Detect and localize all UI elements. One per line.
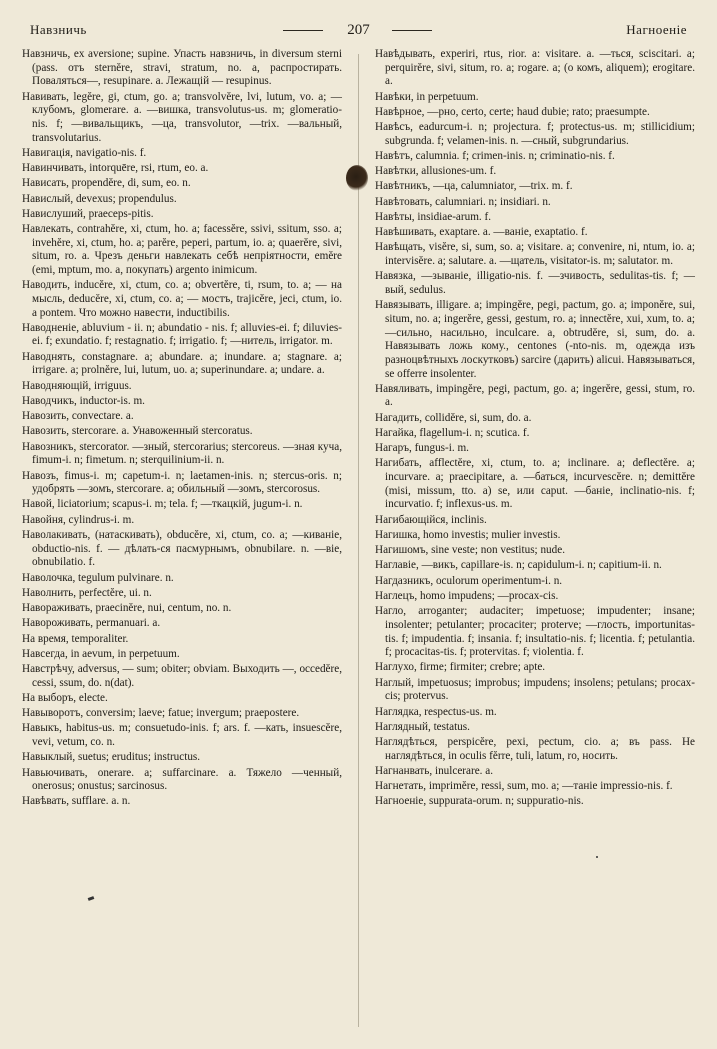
dictionary-entry: Нагноеніе, suppurata-orum. n; suppuratio-nis.: [375, 795, 584, 808]
header-left-word: Навзничь: [30, 22, 87, 37]
dictionary-entry: Навѣрное, —рно, certo, certe; haud dubie; rato; praesumpte.: [375, 105, 650, 118]
header-rule-left: [283, 30, 323, 31]
right-column: [375, 48, 695, 1039]
dictionary-entry: Навѣсъ, eadurcum-i. n; projectura. f; protectus-us. m; stillicidium; subgrunda. f; velamen-inis. n. —сный, subgrundarius.: [375, 121, 695, 147]
dictionary-entry: Наглавіе, —викъ, capillare-is. n; capidulum-i. n; capitium-ii. n.: [375, 559, 662, 572]
dictionary-entry: Навыклый, suetus; eruditus; instructus.: [22, 751, 201, 764]
dictionary-entry: Наглецъ, homo impudens; —procax-cis.: [375, 589, 559, 602]
dictionary-entry: Нагаръ, fungus-i. m.: [375, 442, 469, 455]
dictionary-entry: Нагло, arroganter; audaciter; impetuose; impudenter; insane; insolenter; petulanter; procaciter; proterve; —глость, importunitas-tis. f; impudentia. f; insania. f; insultatio-nis. f; licentia. f; petulantia. f; procacitas-tis. f; protervitas. f; violentia. f.: [375, 605, 695, 659]
ink-dot: [596, 856, 598, 858]
dictionary-entry: Навѣки, in perpetuum.: [375, 90, 479, 103]
dictionary-entry: Нагдазникъ, oculorum operimentum-i. n.: [375, 574, 563, 587]
dictionary-entry: Навѣтовать, calumniari. n; insidiari. n.: [375, 195, 551, 208]
dictionary-entry: Навѣшивать, exaptare. a. —ваніе, exaptatio. f.: [375, 226, 588, 239]
dictionary-entry: Навораживать, praecinĕre, nui, centum, no. n.: [22, 602, 232, 614]
header-right-word: Нагноеніе: [626, 22, 687, 37]
dictionary-entry: Навѣтникъ, —ца, calumniator, —trix. m. f.: [375, 180, 573, 193]
dictionary-entry: Навѣты, insidiae-arum. f.: [375, 210, 492, 223]
dictionary-entry: Навзничь, ex aversione; supine. Упасть навзничь, in diversum sterni (pass. отъ sternĕre, stravi, stratum, no. a, распростирать. Поваляться—, resupinare. a. Лежащій — resupinus.: [22, 48, 342, 88]
dictionary-entry: Нависать, propendĕre, di, sum, eo. n.: [22, 177, 191, 190]
dictionary-entry: Навязка, —зываніе, illigatio-nis. f. —зчивость, sedulitas-tis. f; —вый, sedulus.: [375, 270, 695, 297]
dictionary-entry: Нагнанвать, inulcerare. a.: [375, 764, 494, 777]
dictionary-entry: Навстрѣчу, adversus, — sum; obiter; obviam. Выходить —, occedĕre, cessi, ssum, do. n(dat).: [22, 663, 342, 689]
dictionary-entry: Наволочка, tegulum pulvinare. n.: [22, 571, 174, 584]
dictionary-entry: Навозить, convectare. a.: [22, 410, 134, 423]
dictionary-entry: Навыворотъ, conversim; laeve; fatue; invergum; praepostere.: [22, 707, 300, 720]
dictionary-entry: Наводчикъ, inductor-is. m.: [22, 394, 145, 407]
dictionary-entry: Навѣтки, allusiones-um. f.: [375, 165, 497, 178]
dictionary-entry: Навозъ, fimus-i. m; capetum-i. n; laetamen-inis. n; stercus-oris. n; удобрять —зомъ, stercorare. a; обильный —зомъ, stercorosus.: [22, 469, 342, 496]
dictionary-entry: Нагнетать, imprimĕre, ressi, sum, mo. a; —танie impressio-nis. f.: [375, 780, 673, 793]
dictionary-entry: Нагибать, afflectĕre, xi, ctum, to. a; inclinare. a; deflectĕre. a; incurvare. a; praecipitare, a. —баться, incurvescĕre. n; demittĕre (misi, missum, tto. a) se, или caput. —баніе, inclinatio-nis. f; incurvatio. f; inflexus-us. m.: [375, 457, 695, 511]
dictionary-entry: Навѣщать, visĕre, si, sum, so. a; visitare. a; convenire, ni, ntum, io. a; intervisĕre. a; salutare. a. —щатель, visitator-is. m; salutator. m.: [375, 241, 695, 268]
dictionary-entry: Навяливать, impingĕre, pegi, pactum, go. a; ingerĕre, gessi, stum, ro. a.: [375, 382, 695, 409]
dictionary-entry: Нагишомъ, sine veste; non vestitus; nude.: [375, 544, 565, 557]
dictionary-entry: Навыкъ, habitus-us. m; consuetudo-inis. f; ars. f. —кать, insuescĕre, vevi, vetum, co. n.: [22, 722, 342, 749]
dictionary-entry: На время, temporaliter.: [22, 632, 129, 645]
page-number: 207: [347, 21, 370, 38]
header-rule-right: [392, 30, 432, 31]
dictionary-entry: Навинчивать, intorquēre, rsi, rtum, eo. a.: [22, 162, 209, 175]
dictionary-entry: Наводняющій, irriguus.: [22, 379, 132, 392]
column-divider: [358, 54, 359, 1027]
ink-blot-stain: [346, 165, 368, 191]
dictionary-entry: Наводнять, constagnare. a; abundare. a; inundare. a; stagnare. a; irrigare. a; prolnĕre, lui, lutum, uo. a; superinundare. a; undare. a.: [22, 350, 342, 377]
dictionary-entry: Навислый, devexus; propendulus.: [22, 192, 177, 205]
dictionary-entry: Нагайка, flagellum-i. n; scutica. f.: [375, 426, 530, 439]
dictionary-entry: На выборъ, electe.: [22, 691, 108, 704]
dictionary-entry: Наглядный, testatus.: [375, 720, 470, 733]
dictionary-entry: Навѣдывать, experiri, rtus, rior. a: visitare. a. —ться, sciscitari. a; perquirĕre, sivi, situm, ro. a; rogare. a; (о комъ, aliquem); erogitare. a.: [375, 48, 695, 88]
page-header: [30, 20, 687, 40]
dictionary-entry: Навигація, navigatio-nis. f.: [22, 146, 147, 159]
dictionary-entry: Наводить, inducĕre, xi, ctum, co. a; obvertĕre, ti, rsum, to. a; — на мысль, deducĕre, xi, ctum, co. a; — мостъ, trajicĕre, jeci, ctum, io. a pontem. Что можно навести, inductibilis.: [22, 279, 342, 319]
dictionary-entry: Нагишка, homo investis; mulier investis.: [375, 528, 561, 541]
dictionary-entry: Навойня, cylindrus-i. m.: [22, 513, 135, 526]
dictionary-entry: Нагадить, collidĕre, si, sum, do. a.: [375, 411, 532, 424]
dictionary-entry: Наволакивать, (натаскивать), obducĕre, xi, ctum, co. a; —киваніе, obductio-nis. f. — дѣлать-ся пасмурнымъ, obnubilare. n. —віе, obnubilatio. f.: [22, 528, 342, 569]
dictionary-entry: Наводненіе, abluvium - ii. n; abundatio - nis. f; alluvies-ei. f; diluvies-ei. f; exundatio. f; restagnatio. f; irrigatio. f; —нитель, irrigator. m.: [22, 321, 342, 348]
dictionary-entry: Нагибающійся, inclinis.: [375, 513, 487, 526]
dictionary-entry: Навѣтъ, calumnia. f; crimen-inis. n; criminatio-nis. f.: [375, 149, 615, 162]
dictionary-entry: Навлекать, contrahĕre, xi, ctum, ho. a; facessĕre, ssivi, ssitum, sso. a; invehĕre, xi, ctum, ho. a; parĕre, peperi, partum, io. a; quaerĕre, sivi, situm, ro. a. Чрезъ деньги навлекать себѣ непріятности, emĕre (emi, mptum, mo. a, покупать) argento inimicum.: [22, 223, 342, 276]
dictionary-entry: Навьючивать, onerare. a; suffarcinare. a. Тяжело —ченный, onerosus; onustus; sarcinosus.: [22, 766, 342, 793]
dictionary-entry: Наглый, impetuosus; improbus; impudens; insolens; petulans; procax-cis; protervus.: [375, 676, 695, 703]
dictionary-entry: Навислуший, praeceps-pitis.: [22, 207, 154, 220]
dictionary-entry: Навозникъ, stercorator. —зный, stercorarius; stercoreus. —зная куча, fimum-i. n; fimetum. n; sterquilinium-ii. n.: [22, 440, 342, 467]
dictionary-entry: Наволнить, perfectĕre, ui. n.: [22, 586, 152, 599]
dictionary-entry: Навой, liciatorium; scapus-i. m; tela. f; —ткацкій, jugum-i. n.: [22, 498, 303, 511]
dictionary-entry: Наглухо, firme; firmiter; crebre; apte.: [375, 661, 546, 674]
dictionary-entry: Навѣвать, sufflare. a. n.: [22, 795, 131, 808]
dictionary-entry: Навозить, stercorare. a. Унавоженный stercoratus.: [22, 425, 253, 438]
dictionary-entry: Навивать, legĕre, gi, ctum, go. a; transvolvĕre, lvi, lutum, vo. a; — клубомъ, glomerare. a. —вишка, transvolutus-us. m; glomeratio-nis. f; —вивальщикъ, —ца, transvolutor, —trix. —вальный, transvolutarius.: [22, 90, 342, 144]
dictionary-entry: Навязывать, illigare. a; impingĕre, pegi, pactum, go. a; imponĕre, sui, situm, no. a; ingerĕre, gessi, gestum, ro. a; innectĕre, xui, xum, to. a; —сильно, насильно, inculcare. a, obtrudĕre, si, sum, do. a. Навязывать ложь кому., centones (-nto-nis. m, одежда изъ разноцвѣтныхъ лоскутковъ) sarcire (дарить) alicui. Навязываться, se offerre insolenter.: [375, 299, 695, 380]
text-columns: [22, 48, 695, 1039]
dictionary-entry: Наглядка, respectus-us. m.: [375, 705, 497, 718]
dictionary-entry: Навсегда, in aevum, in perpetuum.: [22, 647, 180, 660]
dictionary-entry: Навороживать, permanuari. a.: [22, 617, 161, 630]
dictionary-entry: Наглядѣться, perspicĕre, pexi, pectum, cio. a; въ pass. Не наглядѣться, in oculis fĕrre, tuli, latum, ro, носить.: [375, 736, 695, 762]
left-column: [22, 48, 342, 1039]
